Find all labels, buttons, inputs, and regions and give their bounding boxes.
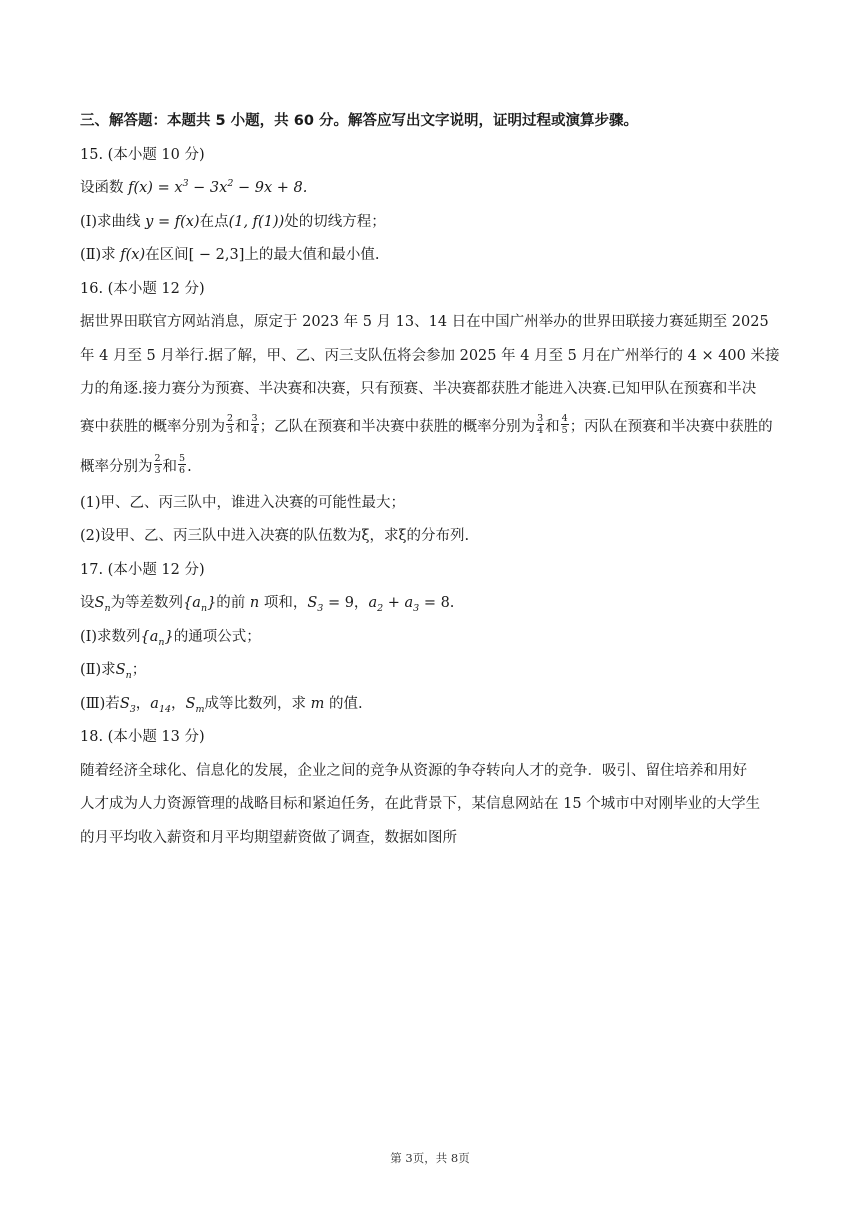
question-18-text-line-1: 随着经济全球化、信息化的发展，企业之间的竞争从资源的争夺转向人才的竞争．吸引、留住培养和用好 <box>80 762 747 779</box>
question-17-header: 17. (本小题 12 分) <box>80 561 205 578</box>
question-15-part-1: (Ⅰ)求曲线 y = f(x)在点(1, f(1))处的切线方程； <box>80 213 386 230</box>
question-17-part-3: (Ⅲ)若$S_3$，$a_{14}$，$S_m$成等比数列，求 m 的值. <box>80 695 363 715</box>
fraction-yi-prelim: $\frac{3}{4}$ <box>537 413 544 436</box>
function-definition: $f(x) = x^3 - 3x^2 - 9x + 8$. <box>128 178 308 196</box>
question-18-text-line-2: 人才成为人力资源管理的战略目标和紧迫任务，在此背景下，某信息网站在 15 个城市中对刚毕业的大学生 <box>80 796 761 812</box>
question-16-header: 16. (本小题 12 分) <box>80 280 205 297</box>
question-15-header: 15. (本小题 10 分) <box>80 146 205 163</box>
question-16-text-line-3: 力的角逐.接力赛分为预赛、半决赛和决赛，只有预赛、半决赛都获胜才能进入决赛.已知甲队在预赛和半决 <box>80 381 757 397</box>
question-16 <box>80 273 780 554</box>
question-16-text-line-5: 概率分别为 $\frac{2}{3}$ 和 $\frac{5}{6}$ . <box>80 453 192 476</box>
fraction-yi-semi: $\frac{4}{5}$ <box>561 413 568 436</box>
fraction-jia-prelim: $\frac{2}{3}$ <box>227 413 234 436</box>
exam-page <box>80 105 780 855</box>
fraction-bing-prelim: $\frac{2}{3}$ <box>154 453 161 476</box>
page-footer: 第 3页，共 8页 <box>390 1151 470 1165</box>
question-16-text-line-4: 赛中获胜的概率分别为 $\frac{2}{3}$ 和 $\frac{3}{4}$ ；乙队在预赛和半决赛中获胜的概率分别为 $\frac{3}{4}$ 和 $\frac{4}{5}$ ；丙队在预赛和半决赛中获胜的 <box>80 413 773 436</box>
question-15-stem: 设函数 $f(x) = x^3 - 3x^2 - 9x + 8$. <box>80 178 308 196</box>
question-16-text-line-1: 据世界田联官方网站消息，原定于 2023 年 5 月 13、14 日在中国广州举办的世界田联接力赛延期至 2025 <box>80 314 769 330</box>
question-15 <box>80 139 780 273</box>
question-17 <box>80 554 780 722</box>
question-16-part-1: (1)甲、乙、丙三队中，谁进入决赛的可能性最大； <box>80 494 406 511</box>
fraction-jia-semi: $\frac{3}{4}$ <box>251 413 258 436</box>
question-17-part-2: (Ⅱ)求$S_n$； <box>80 662 147 681</box>
question-17-stem: 设$S_n$为等差数列$\{a_n\}$的前 n 项和，$S_3 = 9$，$a_2 + a_3 = 8$. <box>80 595 455 614</box>
fraction-bing-semi: $\frac{5}{6}$ <box>179 453 186 476</box>
question-18-text-line-3: 的月平均收入薪资和月平均期望薪资做了调查，数据如图所 <box>80 829 457 846</box>
section-title: 三、解答题：本题共 5 小题，共 60 分。解答应写出文字说明，证明过程或演算步骤。 <box>80 113 638 129</box>
question-18 <box>80 721 780 855</box>
question-15-part-2: (Ⅱ)求 f(x)在区间[ − 2,3]上的最大值和最小值. <box>80 247 380 263</box>
question-16-text-line-2: 年 4 月至 5 月举行.据了解，甲、乙、丙三支队伍将会参加 2025 年 4 月至 5 月在广州举行的 4 × 400 米接 <box>80 347 780 364</box>
question-18-header: 18. (本小题 13 分) <box>80 729 205 745</box>
question-17-part-1: (Ⅰ)求数列$\{a_n\}$的通项公式； <box>80 628 261 648</box>
question-16-part-2: (2)设甲、乙、丙三队中进入决赛的队伍数为ξ，求ξ的分布列. <box>80 528 470 544</box>
